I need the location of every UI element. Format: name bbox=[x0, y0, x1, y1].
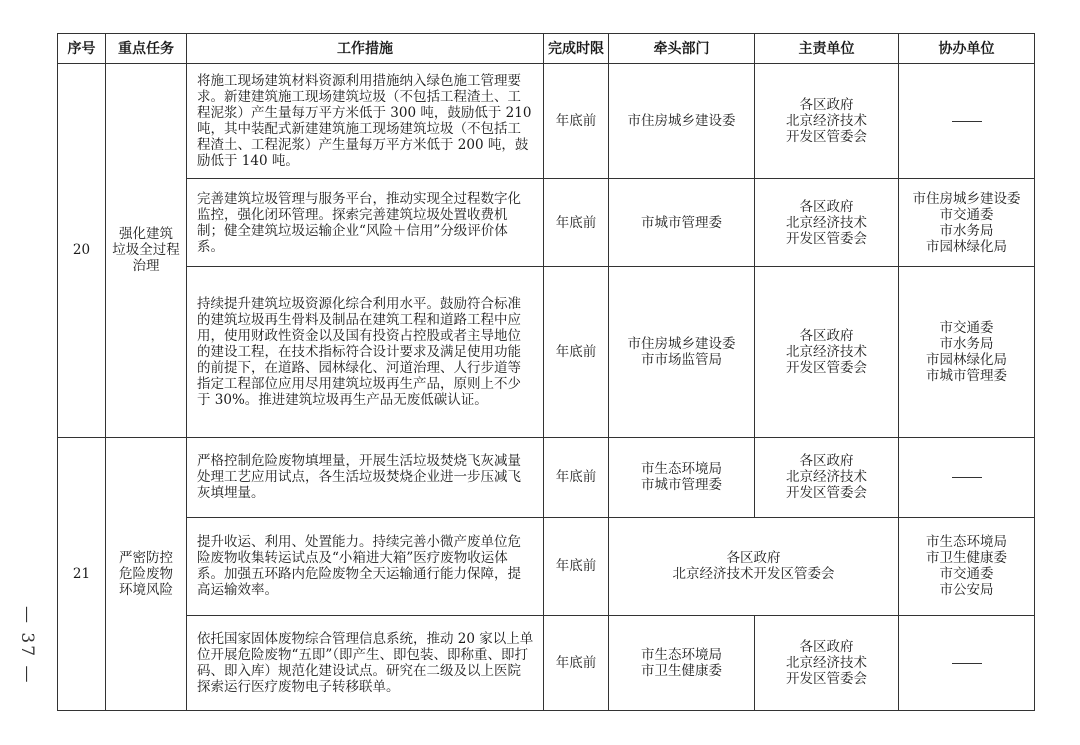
header-row bbox=[58, 34, 1035, 64]
deadline-cell: 年底前 bbox=[544, 517, 609, 615]
measure-cell: 将施工现场建筑材料资源利用措施纳入绿色施工管理要求。新建建筑施工现场建筑垃圾（不包括工程渣土、工程泥浆）产生量每万平方米低于 300 吨，鼓励低于 210 吨，其中装配式新建建筑施工现场建筑垃圾（不包括工程渣土、工程泥浆）产生量每万平方米低于 200 吨，鼓励低于 140 吨。 bbox=[187, 64, 544, 179]
assisting-cell bbox=[899, 437, 1035, 517]
none-dash bbox=[952, 663, 982, 664]
lead-dept-cell: 市城市管理委 bbox=[609, 179, 755, 267]
assisting-cell bbox=[899, 615, 1035, 710]
lead-dept-cell: 市住房城乡建设委 bbox=[609, 64, 755, 179]
table-row bbox=[58, 267, 1035, 437]
measure-cell: 严格控制危险废物填埋量，开展生活垃圾焚烧飞灰减量处理工艺应用试点，各生活垃圾焚烧企业进一步压减飞灰填埋量。 bbox=[187, 437, 544, 517]
seq-cell: 21 bbox=[58, 437, 106, 710]
lead-dept-cell: 市住房城乡建设委 市市场监管局 bbox=[609, 267, 755, 437]
deadline-cell: 年底前 bbox=[544, 615, 609, 710]
deadline-cell: 年底前 bbox=[544, 64, 609, 179]
page-number: — 37 — bbox=[17, 605, 37, 685]
header-lead-dept: 牵头部门 bbox=[609, 34, 755, 64]
lead-dept-cell: 市生态环境局 市城市管理委 bbox=[609, 437, 755, 517]
lead-responsible-merged-cell: 各区政府 北京经济技术开发区管委会 bbox=[609, 517, 899, 615]
header-deadline: 完成时限 bbox=[544, 34, 609, 64]
header-key-task: 重点任务 bbox=[106, 34, 187, 64]
measure-cell: 依托国家固体废物综合管理信息系统，推动 20 家以上单位开展危险废物“五即”（即产生、即包装、即称重、即打码、即入库）规范化建设试点。研究在二级及以上医院探索运行医疗废物电子转移联单。 bbox=[187, 615, 544, 710]
responsible-cell: 各区政府 北京经济技术 开发区管委会 bbox=[755, 437, 899, 517]
lead-dept-cell: 市生态环境局 市卫生健康委 bbox=[609, 615, 755, 710]
header-responsible: 主责单位 bbox=[755, 34, 899, 64]
measure-cell: 持续提升建筑垃圾资源化综合利用水平。鼓励符合标准的建筑垃圾再生骨料及制品在建筑工程和道路工程中应用，使用财政性资金以及国有投资占控股或者主导地位的建设工程，在技术指标符合设计要求及满足使用功能的前提下，在道路、园林绿化、河道治理、人行步道等指定工程部位应用尽用建筑垃圾再生产品，原则上不少于 30%。推进建筑垃圾再生产品无废低碳认证。 bbox=[187, 267, 544, 437]
table-row bbox=[58, 179, 1035, 267]
table-row bbox=[58, 437, 1035, 517]
table-row bbox=[58, 517, 1035, 615]
none-dash bbox=[952, 477, 982, 478]
key-task-cell: 严密防控 危险废物 环境风险 bbox=[106, 437, 187, 710]
none-dash bbox=[952, 121, 982, 122]
assisting-cell: 市交通委 市水务局 市园林绿化局 市城市管理委 bbox=[899, 267, 1035, 437]
deadline-cell: 年底前 bbox=[544, 179, 609, 267]
responsible-cell: 各区政府 北京经济技术 开发区管委会 bbox=[755, 179, 899, 267]
responsible-cell: 各区政府 北京经济技术 开发区管委会 bbox=[755, 267, 899, 437]
header-seq: 序号 bbox=[58, 34, 106, 64]
deadline-cell: 年底前 bbox=[544, 437, 609, 517]
table-row bbox=[58, 615, 1035, 710]
assisting-cell: 市住房城乡建设委 市交通委 市水务局 市园林绿化局 bbox=[899, 179, 1035, 267]
seq-cell: 20 bbox=[58, 64, 106, 438]
responsible-cell: 各区政府 北京经济技术 开发区管委会 bbox=[755, 64, 899, 179]
assisting-cell bbox=[899, 64, 1035, 179]
measure-cell: 提升收运、利用、处置能力。持续完善小微产废单位危险废物收集转运试点及“小箱进大箱”医疗废物收运体系。加强五环路内危险废物全天运输通行能力保障，提高运输效率。 bbox=[187, 517, 544, 615]
measure-cell: 完善建筑垃圾管理与服务平台，推动实现全过程数字化监控，强化闭环管理。探索完善建筑垃圾处置收费机制；健全建筑垃圾运输企业“风险＋信用”分级评价体系。 bbox=[187, 179, 544, 267]
task-table bbox=[57, 33, 1035, 711]
assisting-cell: 市生态环境局 市卫生健康委 市交通委 市公安局 bbox=[899, 517, 1035, 615]
responsible-cell: 各区政府 北京经济技术 开发区管委会 bbox=[755, 615, 899, 710]
header-assisting: 协办单位 bbox=[899, 34, 1035, 64]
header-measures: 工作措施 bbox=[187, 34, 544, 64]
deadline-cell: 年底前 bbox=[544, 267, 609, 437]
key-task-cell: 强化建筑 垃圾全过程 治理 bbox=[106, 64, 187, 438]
table-row bbox=[58, 64, 1035, 179]
